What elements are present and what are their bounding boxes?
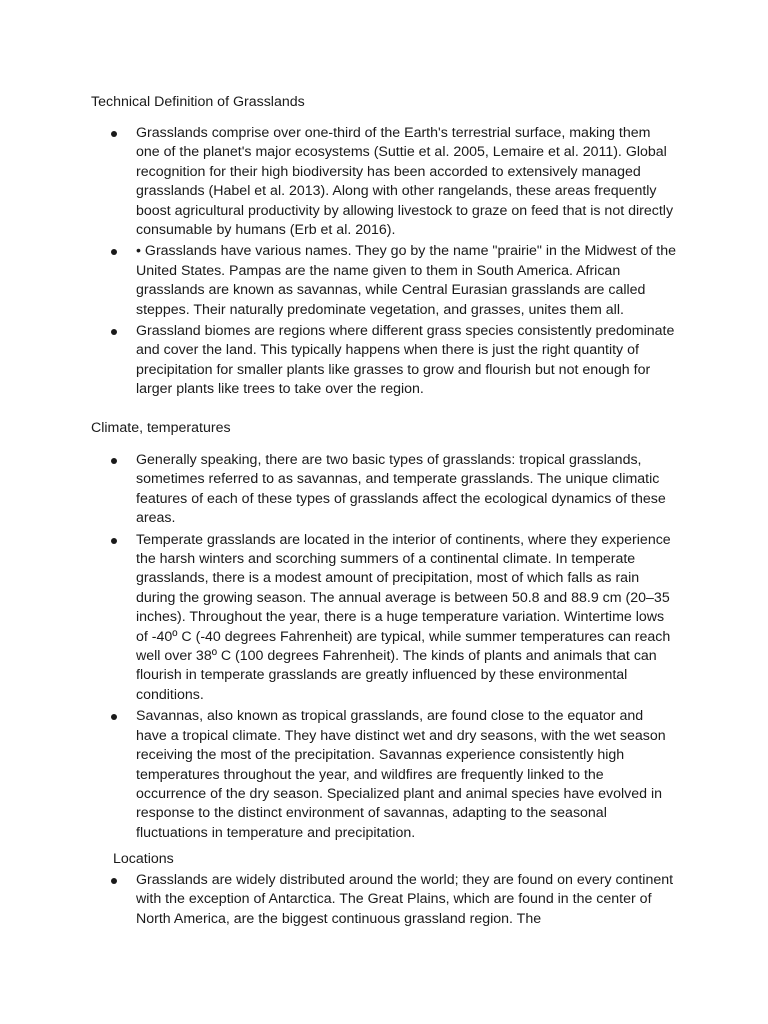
heading-technical-definition: Technical Definition of Grasslands <box>91 94 305 110</box>
bullet-icon <box>111 538 117 544</box>
list-item <box>136 871 676 929</box>
bullet-icon <box>111 329 117 335</box>
list-item <box>136 451 676 529</box>
list-item-text: • Grasslands have various names. They go by the name "prairie" in the Midwest of the United States. Pampas are the name given to them in South America. African grasslands are known as savannas, while Central Eurasian grasslands are called steppes. Their naturally predominate vegetation, and grasses, unites them all. <box>136 243 676 318</box>
bullet-icon <box>111 249 117 255</box>
list-item-text: Savannas, also known as tropical grasslands, are found close to the equator and have a tropical climate. They have distinct wet and dry seasons, with the wet season receiving the most of the precipitation. Savannas experience consistently high temperatures throughout the year, and wildfires are frequently linked to the occurrence of the dry season. Specialized plant and animal species have evolved in response to the distinct environment of savannas, adapting to the seasonal fluctuations in temperature and precipitation. <box>136 708 666 841</box>
bullet-icon <box>111 131 117 137</box>
list-item <box>136 322 676 400</box>
bullet-list-locations <box>136 871 676 931</box>
list-item-text: Generally speaking, there are two basic types of grasslands: tropical grasslands, sometimes referred to as savannas, and temperate grasslands. The unique climatic features of each of these types of grasslands affect the ecological dynamics of these areas. <box>136 452 666 527</box>
bullet-icon <box>111 458 117 464</box>
list-item <box>136 531 676 706</box>
list-item-text: Grassland biomes are regions where different grass species consistently predominate and cover the land. This typically happens when there is just the right quantity of precipitation for smaller plants like grasses to grow and flourish but not enough for larger plants like trees to take over the region. <box>136 323 675 398</box>
bullet-icon <box>111 714 117 720</box>
list-item-text: Grasslands are widely distributed around the world; they are found on every continent with the exception of Antarctica. The Great Plains, which are found in the center of North America, are the biggest continuous grassland region. The <box>136 872 674 927</box>
bullet-list-climate <box>136 451 676 845</box>
list-item-text: Temperate grasslands are located in the interior of continents, where they experience the harsh winters and scorching summers of a continental climate. In temperate grasslands, there is a modest amount of precipitation, most of which falls as rain during the growing season. The annual average is between 50.8 and 88.9 cm (20–35 inches). Throughout the year, there is a huge temperature variation. Wintertime lows of -40º C (-40 degrees Fahrenheit) are typical, while summer temperatures can reach well over 38º C (100 degrees Fahrenheit). The kinds of plants and animals that can flourish in temperate grasslands are greatly influenced by these environmental conditions. <box>136 531 671 703</box>
list-item <box>136 242 676 320</box>
list-item <box>136 124 676 240</box>
heading-locations: Locations <box>113 851 174 867</box>
bullet-icon <box>111 878 117 884</box>
list-item-text: Grasslands comprise over one-third of the Earth's terrestrial surface, making them one of the planet's major ecosystems (Suttie et al. 2005, Lemaire et al. 2011). Global recognition for their high biodiversity has been accorded to extensively managed grasslands (Habel et al. 2013). Along with other rangelands, these areas frequently boost agricultural productivity by allowing livestock to graze on feed that is not directly consumable by humans (Erb et al. 2016). <box>136 125 674 239</box>
bullet-list-technical-definition <box>136 124 676 402</box>
heading-climate-temperatures: Climate, temperatures <box>91 420 231 436</box>
list-item <box>136 707 676 843</box>
